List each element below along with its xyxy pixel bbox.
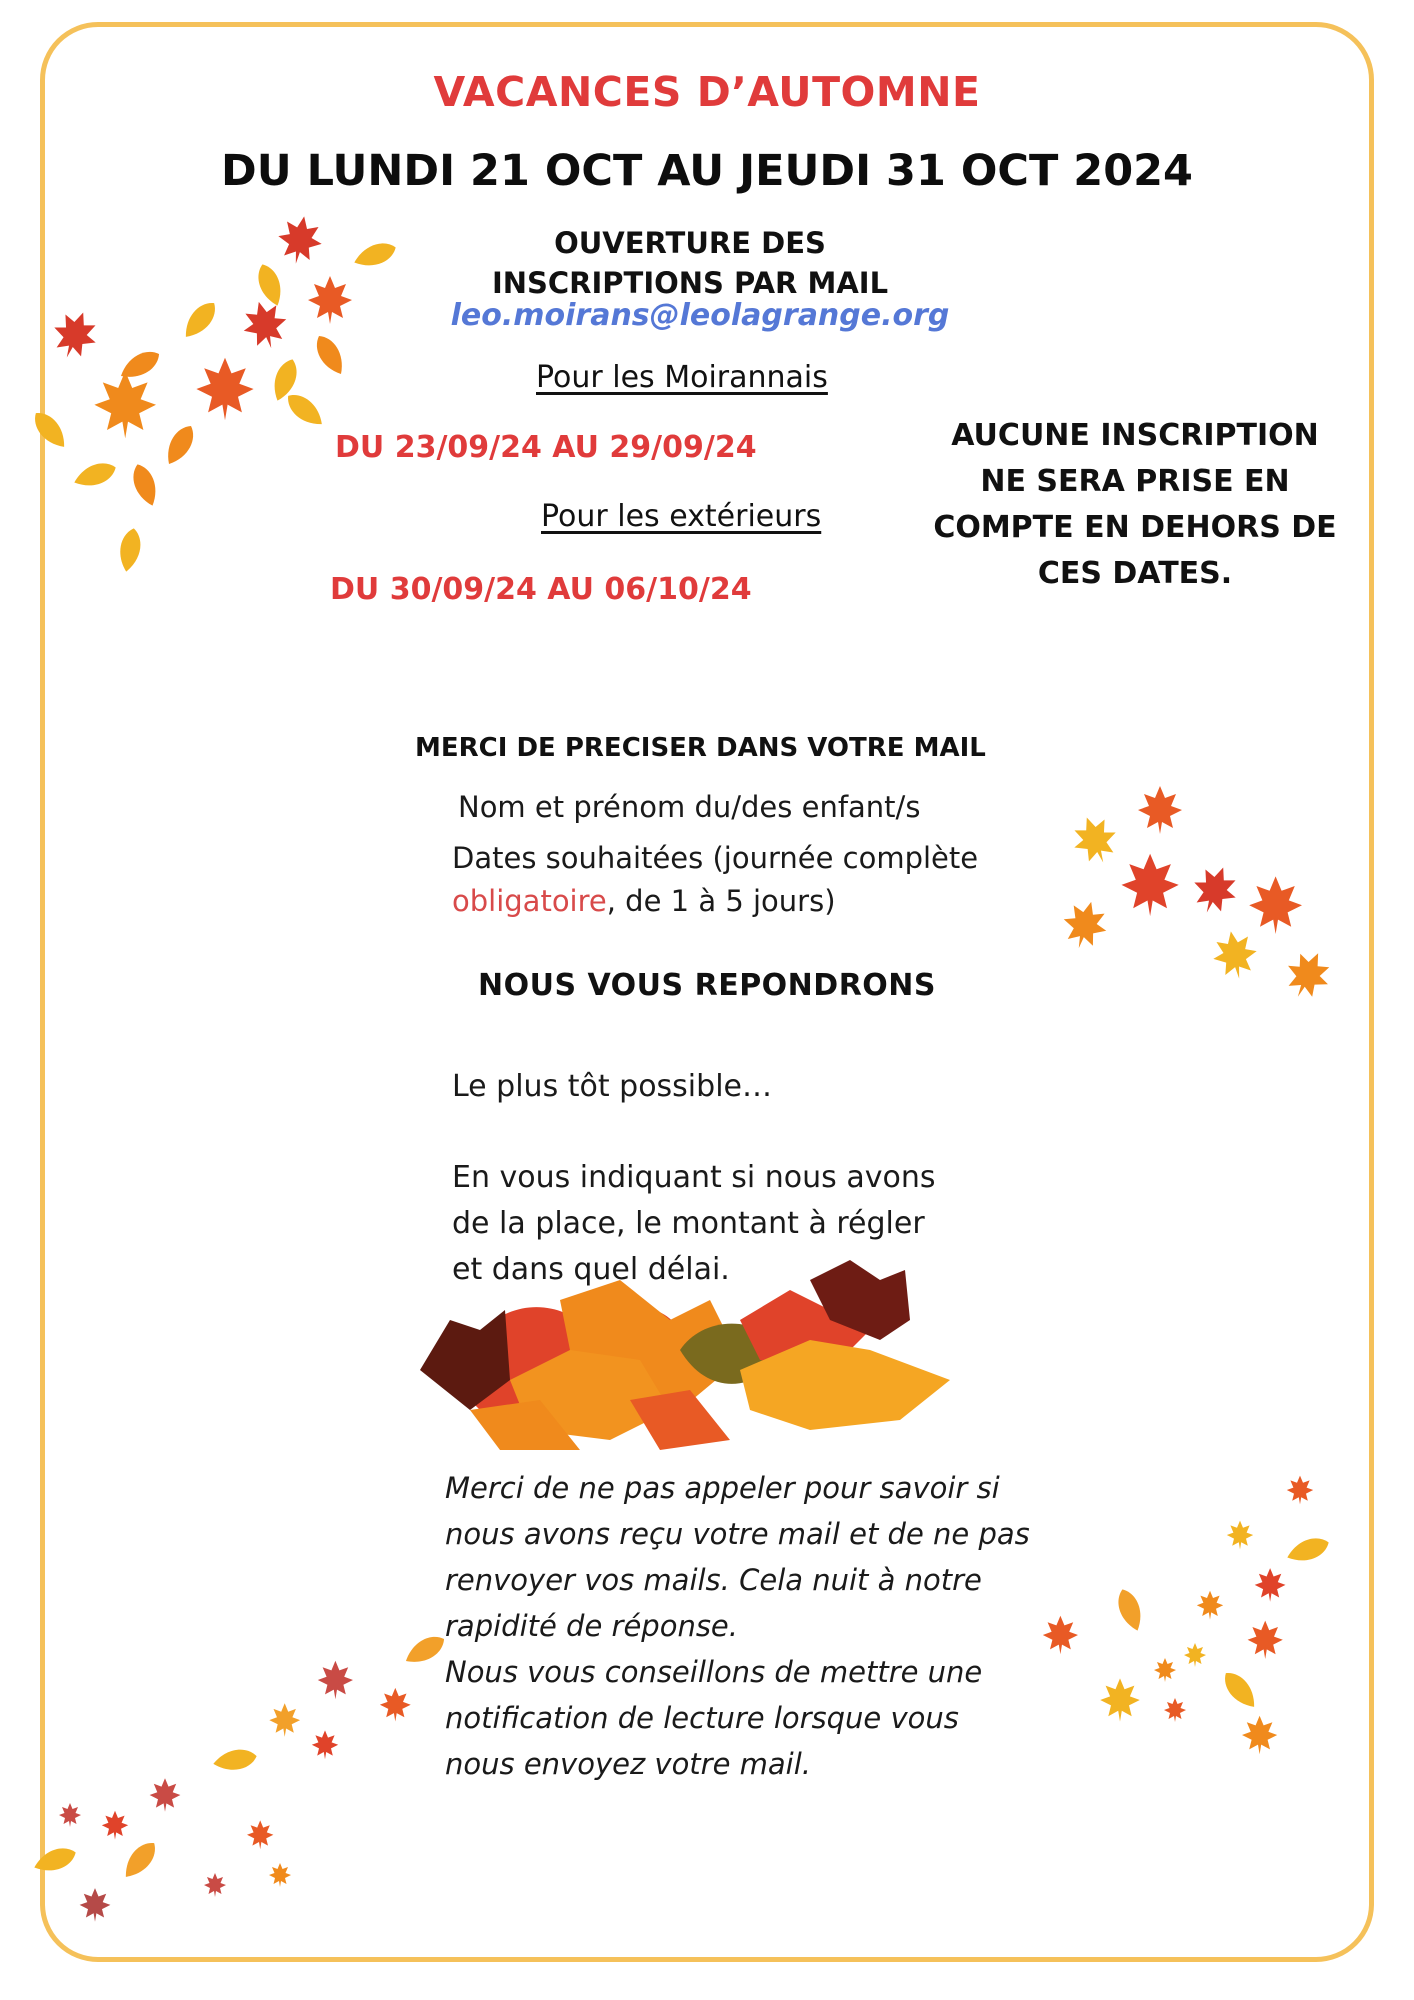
date-warning-line1: AUCUNE INSCRIPTION: [951, 418, 1319, 453]
leaves-right-middle-icon: [1050, 790, 1350, 1000]
call-notice-line6: notification de lecture lorsque vous: [445, 1701, 959, 1735]
call-notice-line5: Nous vous conseillons de mettre une: [445, 1655, 983, 1689]
details-item-names: Nom et prénom du/des enfant/s: [458, 790, 921, 824]
call-notice-line2: nous avons reçu votre mail et de ne pas: [445, 1517, 1030, 1551]
response-heading: NOUS VOUS REPONDRONS: [477, 968, 937, 1003]
response-line2: En vous indiquant si nous avons: [452, 1160, 936, 1195]
leaves-bottom-left-icon: [25, 1620, 455, 1930]
external-label: Pour les extérieurs: [541, 499, 822, 534]
residents-label: Pour les Moirannais: [536, 360, 828, 395]
call-notice-line7: nous envoyez votre mail.: [445, 1747, 812, 1781]
leaves-bottom-right-icon: [1030, 1475, 1330, 1765]
details-item-dates-rest: , de 1 à 5 jours): [606, 884, 836, 918]
date-warning-line2: NE SERA PRISE EN: [980, 464, 1290, 499]
leaf-pile-icon: [410, 1260, 970, 1470]
holiday-period: DU LUNDI 21 OCT AU JEUDI 31 OCT 2024: [221, 146, 1193, 196]
external-dates: DU 30/09/24 AU 06/10/24: [330, 572, 752, 607]
residents-dates: DU 23/09/24 AU 29/09/24: [335, 430, 757, 465]
response-line4: et dans quel délai.: [452, 1252, 730, 1287]
date-warning-line3: COMPTE EN DEHORS DE: [933, 510, 1337, 545]
call-notice: [445, 1465, 1065, 1787]
registration-email-link[interactable]: leo.moirans@leolagrange.org: [450, 298, 950, 333]
leaves-top-left-icon: [30, 220, 450, 580]
call-notice-line3: renvoyer vos mails. Cela nuit à notre: [445, 1563, 982, 1597]
details-item-dates-line1: Dates souhaitées (journée complète: [452, 841, 979, 875]
registration-heading-line2: INSCRIPTIONS PAR MAIL: [491, 266, 889, 300]
call-notice-line1: Merci de ne pas appeler pour savoir si: [445, 1471, 1000, 1505]
details-item-dates-line2: [452, 880, 978, 923]
details-item-dates: [452, 837, 978, 923]
mandatory-word: obligatoire: [452, 884, 607, 918]
details-heading: MERCI DE PRECISER DANS VOTRE MAIL: [415, 733, 986, 763]
response-line3: de la place, le montant à régler: [452, 1206, 925, 1241]
date-warning: [900, 413, 1370, 597]
call-notice-line4: rapidité de réponse.: [445, 1609, 738, 1643]
registration-heading-line1: OUVERTURE DES: [554, 226, 826, 260]
date-warning-line4: CES DATES.: [1037, 556, 1233, 591]
page-title: VACANCES D’AUTOMNE: [433, 68, 981, 116]
response-soon: Le plus tôt possible…: [452, 1069, 772, 1104]
